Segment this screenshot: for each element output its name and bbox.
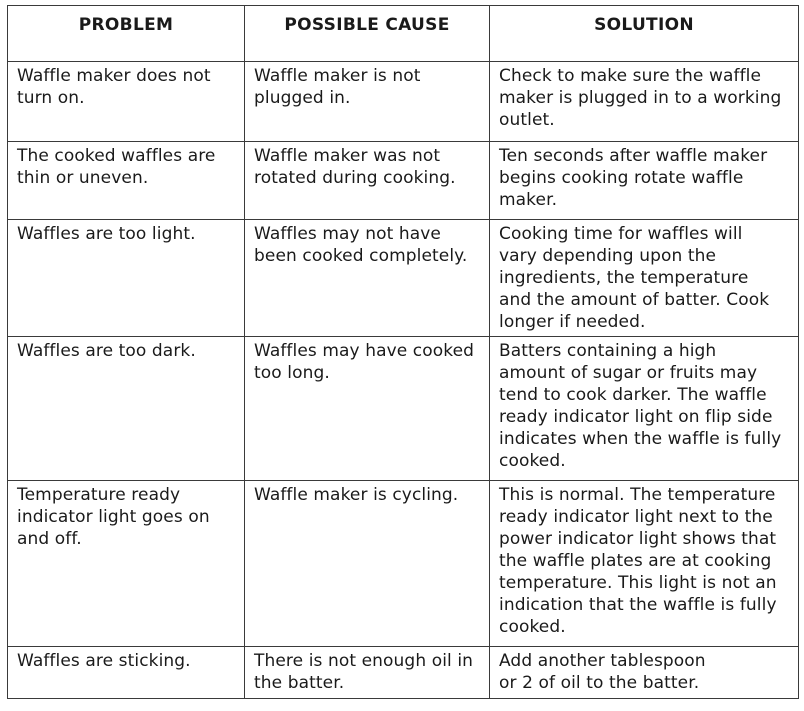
problem-cell: [8, 481, 245, 647]
solution-cell: [490, 337, 799, 481]
problem-cell: [8, 647, 245, 699]
cause-cell: [245, 647, 490, 699]
cause-cell: [245, 62, 490, 142]
cause-text: Waffle maker is not plugged in.: [254, 66, 421, 108]
problem-cell: [8, 337, 245, 481]
table-body: [8, 62, 799, 699]
table-row: [8, 647, 799, 699]
problem-text: Waffles are sticking.: [17, 651, 191, 671]
cause-cell: [245, 142, 490, 220]
cause-cell: [245, 481, 490, 647]
solution-text: Batters containing a high amount of sugar or fruits may tend to cook darker. The waffle ready indicator light on flip side indicates when the waffle is fully cooked.: [499, 341, 782, 471]
solution-text: This is normal. The temperature ready indicator light next to the power indicator light shows that the waffle plates are at cooking temperature. This light is not an indication that the waffle is fully cooked.: [499, 485, 777, 637]
cause-cell: [245, 337, 490, 481]
table-header: [8, 6, 799, 62]
table-row: [8, 337, 799, 481]
solution-text: Add another tablespoon or 2 of oil to the batter.: [499, 651, 706, 693]
cause-text: Waffle maker was not rotated during cooking.: [254, 146, 456, 188]
cause-cell: [245, 220, 490, 337]
problem-cell: [8, 142, 245, 220]
problem-cell: [8, 220, 245, 337]
solution-text: Check to make sure the waffle maker is plugged in to a working outlet.: [499, 66, 782, 130]
table-row: [8, 142, 799, 220]
header-problem: PROBLEM: [8, 6, 245, 62]
header-solution: SOLUTION: [490, 6, 799, 62]
cause-text: Waffles may not have been cooked completely.: [254, 224, 468, 266]
problem-text: Waffles are too dark.: [17, 341, 196, 361]
problem-text: Waffle maker does not turn on.: [17, 66, 211, 108]
solution-cell: [490, 647, 799, 699]
solution-cell: [490, 142, 799, 220]
solution-cell: [490, 481, 799, 647]
troubleshooting-table: [7, 5, 799, 699]
solution-cell: [490, 220, 799, 337]
header-possible-cause: POSSIBLE CAUSE: [245, 6, 490, 62]
table-row: [8, 220, 799, 337]
problem-text: Temperature ready indicator light goes on and off.: [17, 485, 210, 549]
solution-text: Cooking time for waffles will vary depending upon the ingredients, the temperature and the amount of batter. Cook longer if needed.: [499, 224, 770, 332]
table-row: [8, 62, 799, 142]
solution-cell: [490, 62, 799, 142]
table-row: [8, 481, 799, 647]
header-row: [8, 6, 799, 62]
problem-text: Waffles are too light.: [17, 224, 196, 244]
cause-text: Waffles may have cooked too long.: [254, 341, 475, 383]
cause-text: There is not enough oil in the batter.: [254, 651, 474, 693]
problem-text: The cooked waffles are thin or uneven.: [17, 146, 216, 188]
problem-cell: [8, 62, 245, 142]
cause-text: Waffle maker is cycling.: [254, 485, 459, 505]
solution-text: Ten seconds after waffle maker begins cooking rotate waffle maker.: [499, 146, 768, 210]
